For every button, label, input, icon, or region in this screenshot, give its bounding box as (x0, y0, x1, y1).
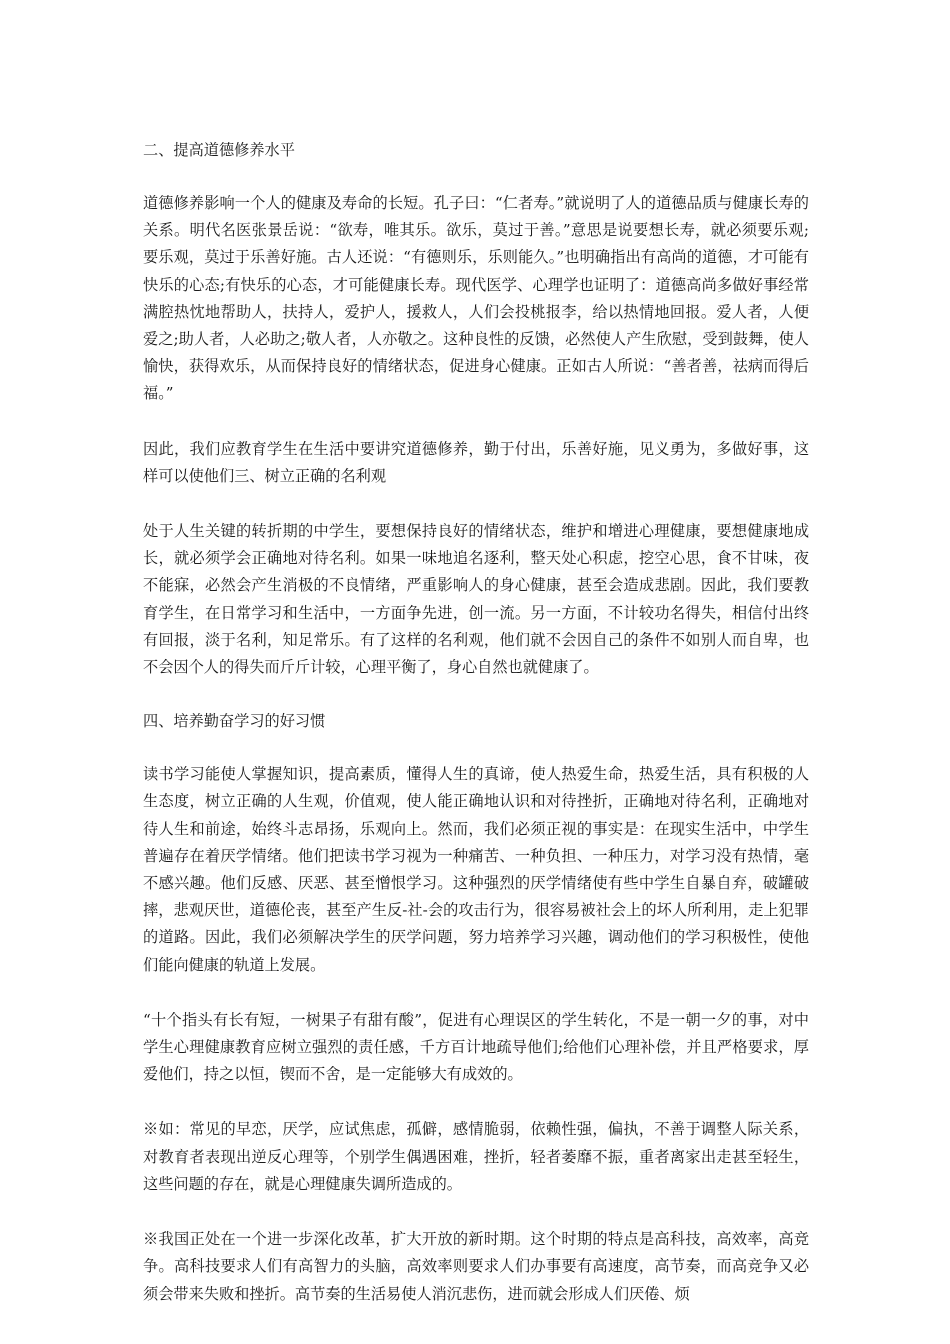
paragraph-5: “十个指头有长有短，一树果子有甜有酸”，促进有心理误区的学生转化，不是一朝一夕的事，对中学生心理健康教育应树立强烈的责任感，千方百计地疏导他们;给他们心理补偿，并且严格要求，厚爱他们，持之以恒，锲而不舍，是一定能够大有成效的。 (143, 1010, 809, 1084)
paragraph-2: 因此，我们应教育学生在生活中要讲究道德修养，勤于付出，乐善好施，见义勇为，多做好事，这样可以使他们三、树立正确的名利观 (143, 439, 809, 485)
paragraph-3: 处于人生关键的转折期的中学生，要想保持良好的情绪状态，维护和增进心理健康，要想健康地成长，就必须学会正确地对待名利。如果一味地追名逐利，整天处心积虑，挖空心思，食不甘味，夜不能寐，必然会产生消极的不良情绪，严重影响人的身心健康，甚至会造成悲剧。因此，我们要教育学生，在日常学习和生活中，一方面争先进，创一流。另一方面，不计较功名得失，相信付出终有回报，淡于名利，知足常乐。有了这样的名利观，他们就不会因自己的条件不如别人而自卑，也不会因个人的得失而斤斤计较，心理平衡了，身心自然也就健康了。 (143, 522, 809, 677)
paragraph-4: 读书学习能使人掌握知识，提高素质，懂得人生的真谛，使人热爱生命，热爱生活，具有积极的人生态度，树立正确的人生观，价值观，使人能正确地认识和对待挫折，正确地对待名利，正确地对待人生和前途，始终斗志昂扬，乐观向上。然而，我们必须正视的事实是：在现实生活中，中学生普遍存在着厌学情绪。他们把读书学习视为一种痛苦、一种负担、一种压力，对学习没有热情，毫不感兴趣。他们反感、厌恶、甚至憎恨学习。这种强烈的厌学情绪使有些中学生自暴自弃，破罐破摔，悲观厌世，道德伦丧，甚至产生反-社-会的攻击行为，很容易被社会上的坏人所利用，走上犯罪的道路。因此，我们必须解决学生的厌学问题，努力培养学习兴趣，调动他们的学习积极性，使他们能向健康的轨道上发展。 (143, 765, 809, 974)
section-heading-2: 二、提高道德修养水平 (143, 141, 295, 159)
document-body (143, 138, 809, 1336)
paragraph-6: ※如：常见的早恋，厌学，应试焦虑，孤僻，感情脆弱，依赖性强，偏执，不善于调整人际关系，对教育者表现出逆反心理等，个别学生偶遇困难，挫折，轻者萎靡不振，重者离家出走甚至轻生，这些问题的存在，就是心理健康失调所造成的。 (143, 1120, 809, 1193)
paragraph-1: 道德修养影响一个人的健康及寿命的长短。孔子曰：“仁者寿。”就说明了人的道德品质与健康长寿的关系。明代名医张景岳说：“欲寿，唯其乐。欲乐，莫过于善。”意思是说要想长寿，就必须要乐观;要乐观，莫过于乐善好施。古人还说：“有德则乐，乐则能久。”也明确指出有高尚的道德，才可能有快乐的心态;有快乐的心态，才可能健康长寿。现代医学、心理学也证明了：道德高尚多做好事经常满腔热忱地帮助人，扶持人，爱护人，援救人，人们会投桃报李，给以热情地回报。爱人者，人便爱之;助人者，人必助之;敬人者，人亦敬之。这种良性的反馈，必然使人产生欣慰，受到鼓舞，使人愉快，获得欢乐，从而保持良好的情绪状态，促进身心健康。正如古人所说：“善者善，祛病而得后福。” (143, 194, 809, 403)
section-heading-4: 四、培养勤奋学习的好习惯 (143, 712, 326, 731)
paragraph-7: ※我国正处在一个进一步深化改革，扩大开放的新时期。这个时期的特点是高科技，高效率，高竞争。高科技要求人们有高智力的头脑，高效率则要求人们办事要有高速度，高节奏，而高竞争又必须会带来失败和挫折。高节奏的生活易使人消沉悲伤，进而就会形成人们厌倦、烦 (143, 1230, 809, 1303)
